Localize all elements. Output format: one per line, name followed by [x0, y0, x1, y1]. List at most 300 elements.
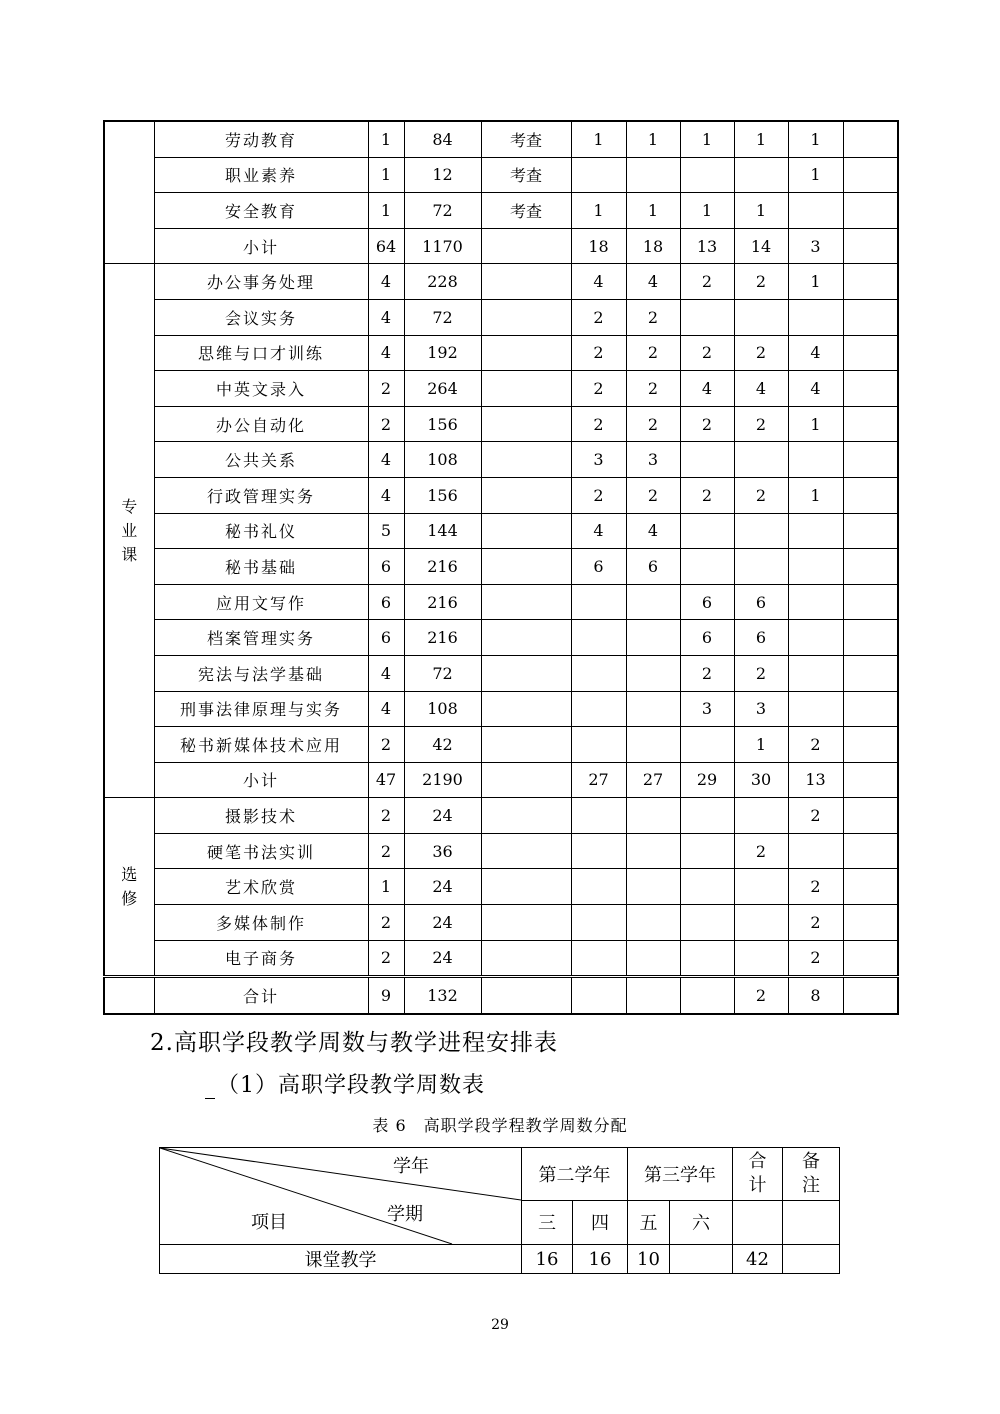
cell-name: 公共关系	[154, 442, 368, 478]
cell-exam	[481, 762, 571, 798]
cell-hours: 1170	[404, 228, 481, 264]
cell-exam	[481, 584, 571, 620]
cell-hours: 84	[404, 121, 481, 157]
total-header-text: 合计	[748, 1150, 767, 1196]
cell-s1: 27	[571, 762, 626, 798]
cell-s1: 18	[571, 228, 626, 264]
cell-name: 硬笔书法实训	[154, 833, 368, 869]
cell-s1	[571, 977, 626, 1014]
cell-exam: 考查	[481, 157, 571, 193]
cell-hours: 72	[404, 655, 481, 691]
cell-s6	[843, 584, 898, 620]
cell-hours: 72	[404, 299, 481, 335]
diagonal-lines	[160, 1148, 521, 1244]
cell-s5: 1	[788, 157, 843, 193]
cell-s4	[734, 869, 788, 905]
cell-exam	[481, 833, 571, 869]
cell-s1	[571, 157, 626, 193]
cell-s4: 2	[734, 833, 788, 869]
cell-s5: 13	[788, 762, 843, 798]
cell-s4	[734, 157, 788, 193]
cell-s6	[843, 442, 898, 478]
cell-name: 中英文录入	[154, 371, 368, 407]
cell-s6	[843, 335, 898, 371]
cell-s4: 2	[734, 406, 788, 442]
table-row	[104, 299, 898, 335]
cell-s5: 1	[788, 121, 843, 157]
cell-s4: 2	[734, 655, 788, 691]
cell-exam	[481, 905, 571, 941]
cell-s3	[680, 299, 734, 335]
cell-s5	[788, 513, 843, 549]
cell-s3	[680, 833, 734, 869]
cell-s5: 2	[788, 940, 843, 977]
cell-exam	[481, 228, 571, 264]
cell-credit: 2	[368, 406, 404, 442]
cell-s2: 2	[626, 406, 680, 442]
cell-s2	[626, 157, 680, 193]
cell-name: 行政管理实务	[154, 477, 368, 513]
category-label: 专业课	[121, 496, 138, 564]
cell-s4: 3	[734, 691, 788, 727]
cell-s4: 4	[734, 371, 788, 407]
category-cell	[104, 264, 154, 798]
cell-s3	[680, 727, 734, 763]
cell-s1: 4	[571, 264, 626, 300]
cell-s1	[571, 727, 626, 763]
term-3: 三	[522, 1200, 573, 1244]
cell-s2: 6	[626, 549, 680, 585]
cell-s3	[680, 442, 734, 478]
cell-exam	[481, 406, 571, 442]
row-total: 42	[733, 1245, 783, 1274]
cell-s5: 1	[788, 477, 843, 513]
cell-s5: 3	[788, 228, 843, 264]
cell-hours: 144	[404, 513, 481, 549]
cell-hours: 2190	[404, 762, 481, 798]
page-number: 29	[491, 1317, 509, 1333]
cell-exam	[481, 477, 571, 513]
diag-label-item: 项目	[251, 1212, 287, 1233]
section-heading: 2.高职学段教学周数与教学进程安排表	[150, 1030, 558, 1056]
row-t6	[670, 1245, 733, 1274]
cell-s3	[680, 905, 734, 941]
cell-name: 小计	[154, 762, 368, 798]
year3-header: 第三学年	[628, 1148, 733, 1201]
cell-hours: 24	[404, 869, 481, 905]
term-5: 五	[628, 1200, 670, 1244]
table-row	[104, 727, 898, 763]
cell-s6	[843, 940, 898, 977]
cell-name: 艺术欣赏	[154, 869, 368, 905]
cell-credit: 47	[368, 762, 404, 798]
cell-s2: 4	[626, 264, 680, 300]
table-row	[104, 264, 898, 300]
cell-hours: 108	[404, 691, 481, 727]
cell-name: 秘书礼仪	[154, 513, 368, 549]
cell-s5: 4	[788, 371, 843, 407]
cell-hours: 72	[404, 193, 481, 229]
cell-s6	[843, 691, 898, 727]
cell-s2	[626, 869, 680, 905]
cell-s3	[680, 977, 734, 1014]
cell-hours: 108	[404, 442, 481, 478]
table-row	[104, 477, 898, 513]
cell-s4: 1	[734, 121, 788, 157]
cell-s5	[788, 691, 843, 727]
cell-s6	[843, 513, 898, 549]
cell-s3: 1	[680, 121, 734, 157]
cell-s4	[734, 940, 788, 977]
cell-s3: 6	[680, 584, 734, 620]
cell-s4: 2	[734, 264, 788, 300]
cell-name: 宪法与法学基础	[154, 655, 368, 691]
cell-name: 小计	[154, 228, 368, 264]
cell-s5	[788, 299, 843, 335]
cell-name: 摄影技术	[154, 798, 368, 834]
cell-s1	[571, 940, 626, 977]
cell-s6	[843, 620, 898, 656]
table-row	[104, 442, 898, 478]
remark-header-text: 备注	[802, 1150, 820, 1196]
cell-s2	[626, 727, 680, 763]
cell-s1	[571, 798, 626, 834]
cell-s5: 2	[788, 727, 843, 763]
cell-s5	[788, 442, 843, 478]
cell-s2	[626, 833, 680, 869]
cell-s1: 6	[571, 549, 626, 585]
cell-hours: 216	[404, 549, 481, 585]
cell-credit: 5	[368, 513, 404, 549]
cell-s1	[571, 655, 626, 691]
table-row	[104, 798, 898, 834]
table-row	[104, 655, 898, 691]
cell-s2: 3	[626, 442, 680, 478]
cell-s6	[843, 762, 898, 798]
cell-s5	[788, 833, 843, 869]
cell-name: 刑事法律原理与实务	[154, 691, 368, 727]
cell-s6	[843, 477, 898, 513]
cell-credit: 4	[368, 655, 404, 691]
category-cell	[104, 121, 154, 264]
cell-s5	[788, 620, 843, 656]
category-label: 选修	[121, 864, 138, 908]
cell-s6	[843, 371, 898, 407]
cell-exam	[481, 869, 571, 905]
cell-s5	[788, 549, 843, 585]
heading-marker	[205, 1098, 215, 1099]
cell-s3: 2	[680, 335, 734, 371]
cell-s3: 3	[680, 691, 734, 727]
cell-s4	[734, 442, 788, 478]
cell-s4	[734, 299, 788, 335]
cell-s6	[843, 121, 898, 157]
cell-s6	[843, 406, 898, 442]
cell-name: 电子商务	[154, 940, 368, 977]
cell-s6	[843, 977, 898, 1014]
cell-s5: 4	[788, 335, 843, 371]
cell-credit: 4	[368, 477, 404, 513]
cell-credit: 4	[368, 691, 404, 727]
table-row	[104, 762, 898, 798]
cell-hours: 24	[404, 940, 481, 977]
cell-s3	[680, 549, 734, 585]
cell-s3: 6	[680, 620, 734, 656]
cell-s5: 2	[788, 798, 843, 834]
cell-credit: 6	[368, 549, 404, 585]
diag-label-term: 学期	[387, 1204, 423, 1225]
cell-s5: 1	[788, 264, 843, 300]
cell-s4	[734, 513, 788, 549]
cell-s3	[680, 513, 734, 549]
cell-s3	[680, 940, 734, 977]
cell-s4: 1	[734, 193, 788, 229]
cell-s2: 27	[626, 762, 680, 798]
year2-header: 第二学年	[522, 1148, 628, 1201]
cell-credit: 2	[368, 727, 404, 763]
cell-s6	[843, 798, 898, 834]
cell-name: 办公事务处理	[154, 264, 368, 300]
term-6: 六	[670, 1200, 733, 1244]
cell-exam	[481, 727, 571, 763]
row-t3: 16	[522, 1245, 573, 1274]
cell-exam: 考查	[481, 193, 571, 229]
cell-s1: 2	[571, 406, 626, 442]
cell-s1: 4	[571, 513, 626, 549]
cell-s4: 6	[734, 584, 788, 620]
subsection-heading-text: （1）高职学段教学周数表	[217, 1073, 485, 1098]
cell-s3: 2	[680, 264, 734, 300]
cell-s4: 2	[734, 977, 788, 1014]
cell-s1: 1	[571, 121, 626, 157]
cell-credit: 2	[368, 833, 404, 869]
table-row	[104, 335, 898, 371]
cell-hours: 156	[404, 406, 481, 442]
table-row	[104, 193, 898, 229]
cell-s2	[626, 691, 680, 727]
table-row	[104, 620, 898, 656]
cell-name: 职业素养	[154, 157, 368, 193]
cell-exam	[481, 977, 571, 1014]
cell-name: 秘书基础	[154, 549, 368, 585]
cell-s2: 2	[626, 371, 680, 407]
cell-s4	[734, 549, 788, 585]
cell-hours: 156	[404, 477, 481, 513]
table-row	[104, 584, 898, 620]
remark-header	[783, 1148, 840, 1201]
cell-s3: 2	[680, 477, 734, 513]
cell-s4: 6	[734, 620, 788, 656]
cell-s6	[843, 157, 898, 193]
cell-s2	[626, 977, 680, 1014]
cell-name: 办公自动化	[154, 406, 368, 442]
table-row	[104, 869, 898, 905]
cell-s1: 2	[571, 371, 626, 407]
cell-s3: 1	[680, 193, 734, 229]
cell-s3: 2	[680, 406, 734, 442]
cell-s6	[843, 655, 898, 691]
cell-hours: 36	[404, 833, 481, 869]
table-caption: 表 6 高职学段学程教学周数分配	[372, 1116, 628, 1135]
cell-s1	[571, 833, 626, 869]
table-row	[104, 549, 898, 585]
cell-s1: 2	[571, 335, 626, 371]
cell-s5	[788, 655, 843, 691]
cell-credit: 2	[368, 371, 404, 407]
row-t4: 16	[573, 1245, 628, 1274]
row-t5: 10	[628, 1245, 670, 1274]
table-row	[104, 905, 898, 941]
cell-name: 劳动教育	[154, 121, 368, 157]
cell-s2	[626, 798, 680, 834]
cell-name: 档案管理实务	[154, 620, 368, 656]
diag-label-year: 学年	[393, 1156, 429, 1177]
cell-hours: 216	[404, 620, 481, 656]
cell-s5: 8	[788, 977, 843, 1014]
cell-hours: 42	[404, 727, 481, 763]
cell-credit: 4	[368, 264, 404, 300]
teaching-weeks-table	[159, 1147, 840, 1274]
cell-exam	[481, 299, 571, 335]
cell-s2	[626, 940, 680, 977]
cell-s6	[843, 228, 898, 264]
cell-s1: 2	[571, 299, 626, 335]
cell-credit: 2	[368, 905, 404, 941]
cell-s4	[734, 905, 788, 941]
cell-s1: 1	[571, 193, 626, 229]
total-empty	[733, 1200, 783, 1244]
table-row	[104, 157, 898, 193]
cell-s3: 2	[680, 655, 734, 691]
cell-exam	[481, 442, 571, 478]
cell-s2: 18	[626, 228, 680, 264]
table-row	[104, 691, 898, 727]
remark-empty	[783, 1200, 840, 1244]
cell-hours: 132	[404, 977, 481, 1014]
cell-s2	[626, 620, 680, 656]
total-header	[733, 1148, 783, 1201]
cell-s1	[571, 584, 626, 620]
cell-s5: 2	[788, 905, 843, 941]
cell-s2	[626, 655, 680, 691]
cell-s3: 29	[680, 762, 734, 798]
cell-s2: 2	[626, 299, 680, 335]
cell-s6	[843, 869, 898, 905]
cell-s6	[843, 833, 898, 869]
subsection-heading	[205, 1068, 485, 1099]
cell-s3	[680, 798, 734, 834]
row-remark	[783, 1245, 840, 1274]
cell-s1: 3	[571, 442, 626, 478]
cell-s3: 4	[680, 371, 734, 407]
cell-s3	[680, 157, 734, 193]
cell-s1	[571, 691, 626, 727]
cell-s5: 2	[788, 869, 843, 905]
cell-s4: 2	[734, 477, 788, 513]
cell-s3	[680, 869, 734, 905]
cell-exam	[481, 371, 571, 407]
cell-hours: 12	[404, 157, 481, 193]
cell-s6	[843, 299, 898, 335]
cell-s5: 1	[788, 406, 843, 442]
cell-s2: 1	[626, 121, 680, 157]
cell-s2	[626, 905, 680, 941]
cell-exam	[481, 655, 571, 691]
cell-s1	[571, 869, 626, 905]
table-row	[104, 406, 898, 442]
category-cell	[104, 798, 154, 977]
cell-hours: 24	[404, 798, 481, 834]
cell-s6	[843, 905, 898, 941]
cell-s2: 4	[626, 513, 680, 549]
cell-s4	[734, 798, 788, 834]
table-row	[104, 228, 898, 264]
cell-s1: 2	[571, 477, 626, 513]
cell-s1	[571, 620, 626, 656]
table-row	[104, 513, 898, 549]
diagonal-header-cell	[160, 1148, 522, 1245]
cell-exam	[481, 549, 571, 585]
cell-exam	[481, 798, 571, 834]
cell-exam	[481, 940, 571, 977]
cell-exam	[481, 620, 571, 656]
cell-name: 应用文写作	[154, 584, 368, 620]
cell-exam: 考查	[481, 121, 571, 157]
cell-exam	[481, 691, 571, 727]
row-label: 课堂教学	[160, 1245, 522, 1274]
cell-credit: 1	[368, 869, 404, 905]
cell-name: 合计	[154, 977, 368, 1014]
cell-hours: 228	[404, 264, 481, 300]
cell-s6	[843, 549, 898, 585]
cell-s5	[788, 584, 843, 620]
cell-credit: 2	[368, 798, 404, 834]
cell-credit: 1	[368, 121, 404, 157]
table-row	[104, 977, 898, 1014]
cell-s4: 30	[734, 762, 788, 798]
cell-s6	[843, 264, 898, 300]
table-row	[104, 833, 898, 869]
cell-s2: 2	[626, 335, 680, 371]
cell-credit: 4	[368, 335, 404, 371]
cell-exam	[481, 264, 571, 300]
cell-name: 安全教育	[154, 193, 368, 229]
cell-credit: 6	[368, 620, 404, 656]
cell-s6	[843, 193, 898, 229]
cell-credit: 9	[368, 977, 404, 1014]
cell-name: 多媒体制作	[154, 905, 368, 941]
course-hours-table	[103, 120, 899, 1015]
cell-credit: 1	[368, 157, 404, 193]
cell-s4: 2	[734, 335, 788, 371]
cell-s4: 1	[734, 727, 788, 763]
cell-hours: 264	[404, 371, 481, 407]
cell-credit: 6	[368, 584, 404, 620]
cell-s2	[626, 584, 680, 620]
cell-name: 思维与口才训练	[154, 335, 368, 371]
cell-s2: 1	[626, 193, 680, 229]
cell-s1	[571, 905, 626, 941]
cell-exam	[481, 513, 571, 549]
cell-s6	[843, 727, 898, 763]
cell-name: 会议实务	[154, 299, 368, 335]
cell-credit: 64	[368, 228, 404, 264]
cell-hours: 192	[404, 335, 481, 371]
cell-credit: 4	[368, 299, 404, 335]
cell-s5	[788, 193, 843, 229]
cell-name: 秘书新媒体技术应用	[154, 727, 368, 763]
cell-credit: 4	[368, 442, 404, 478]
